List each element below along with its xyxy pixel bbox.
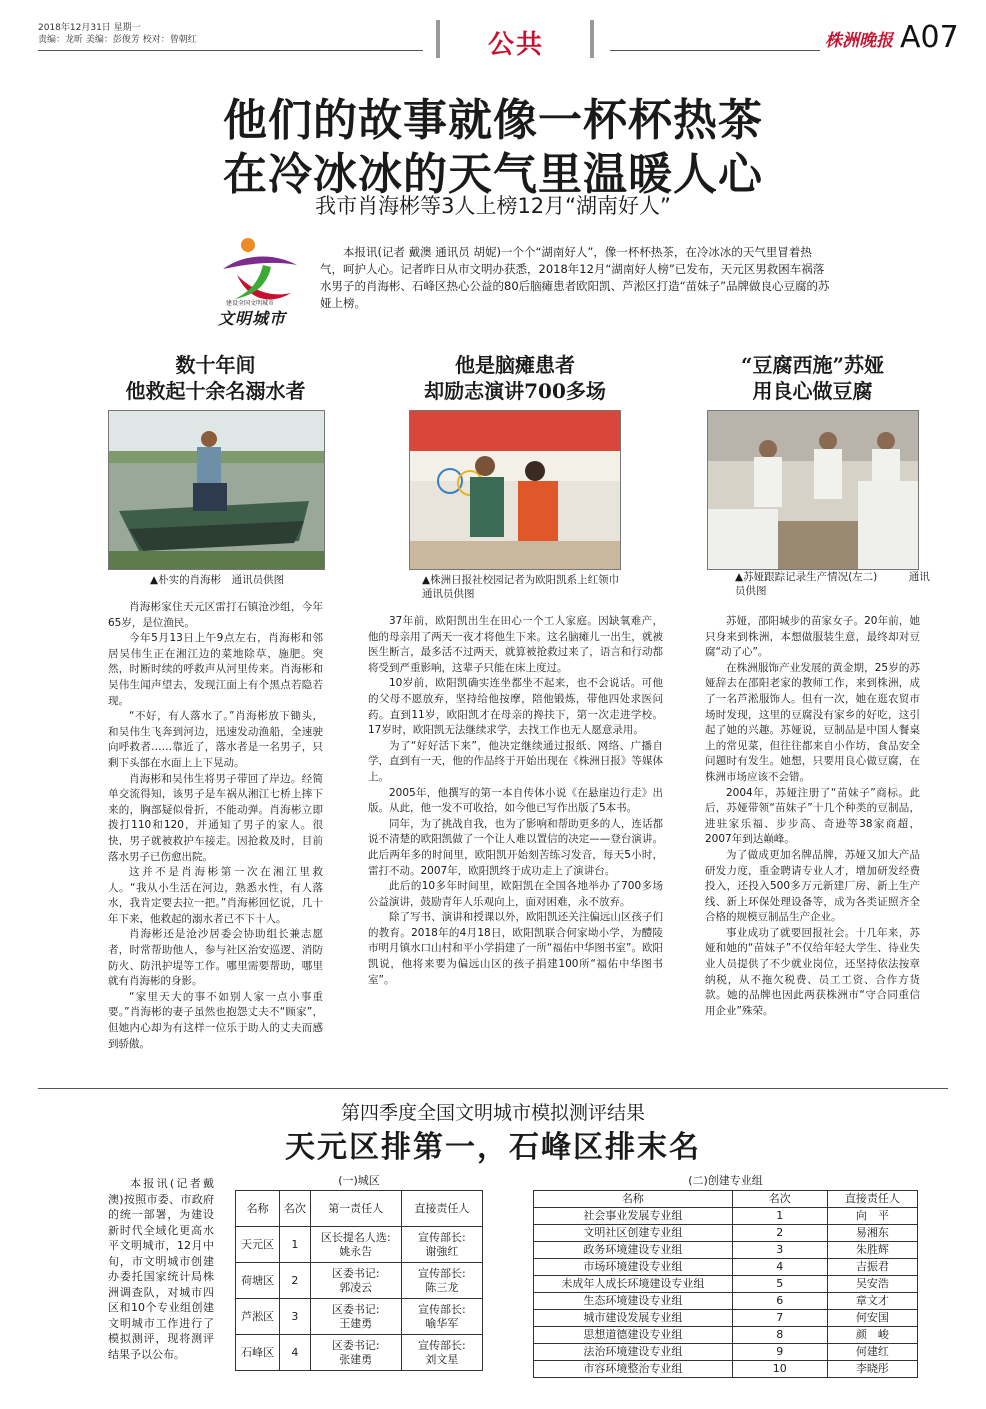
logo-slogan: 建设全国文明城市	[226, 300, 275, 307]
photo-speaker	[409, 410, 621, 570]
table-header: 名称	[236, 1191, 280, 1227]
table-header: 直接责任人	[401, 1191, 482, 1227]
paragraph: 此后的10多年时间里，欧阳凯在全国各地举办了700多场公益演讲，鼓励青年人乐观向上，面对困难，永不放弃。	[368, 880, 663, 908]
paragraph: 37年前，欧阳凯出生在田心一个工人家庭。因缺氧难产，他的母亲用了两天一夜才将他生下来。这名脑瘫儿一出生，就被医生断言，最多活不过两天，就算被抢救过来了，语言和行动都将受到严重影响，这辈子只能在床上度过。	[368, 615, 663, 674]
bottom-headline: 天元区排第一，石峰区排末名	[285, 1130, 701, 1165]
paragraph: 肖海彬和吴伟生将男子带回了岸边。经简单交流得知，该男子是车祸从湘江七桥上摔下来的，胸部疑似骨折，不能动弹。肖海彬立即拨打110和120，并通知了男子的家人。很快，男子就被救护车接走。因抢救及时，目前落水男子已伤愈出院。	[108, 772, 323, 863]
logo-text: 文明城市	[218, 309, 287, 328]
intro-paragraph: 本报讯(记者 戴澳 通讯员 胡妮)一个个“湖南好人”，像一杯杯热茶，在冷冰冰的天气里冒着热气，呵护人心。记者昨日从市文明办获悉，2018年12月“湖南好人榜”已发布，天元区男救困车祸落水男子的肖海彬、石峰区热心公益的80后脑瘫患者欧阳凯、芦淞区打造“苗妹子”品牌做良心豆腐的苏娅上榜。	[320, 245, 830, 310]
column-2-caption: ▲株洲日报社校园记者为欧阳凯系上红领巾 通讯员供图	[422, 574, 662, 600]
table-row: 政务环境建设专业组 3 朱胜辉	[534, 1242, 918, 1259]
paragraph: 为了“好好活下来”，他决定继续通过报纸、网络、广播自学，直到有一天，他的作品终于开始出现在《株洲日报》等媒体上。	[368, 739, 663, 783]
table-header: 直接责任人	[827, 1191, 917, 1208]
paragraph: 2005年，他撰写的第一本自传体小说《在悬崖边行走》出版。从此，他一发不可收拾，如今他已写作出版了5本书。	[368, 786, 663, 815]
table-header: 名次	[732, 1191, 827, 1208]
column-3-caption: ▲苏娅跟踪记录生产情况(左二) 通讯员供图	[735, 571, 930, 597]
paragraph: 苏娅，邵阳城步的苗家女子。20年前，她只身来到株洲，本想做服装生意，最终却对豆腐“动了心”。	[705, 615, 920, 659]
paragraph: 同年，为了挑战自我，也为了影响和帮助更多的人，连话都说不清楚的欧阳凯做了一个让人难以置信的决定——登台演讲。此后两年多的时间里，欧阳凯开始刻苦练习发音，每天5小时，雷打不动。2007年，欧阳凯终于成功走上了演讲台。	[368, 817, 663, 877]
table-row: 天元区 1 区长提名人选: 姚永告 宣传部长: 谢強红	[236, 1227, 483, 1263]
header-rule-right	[610, 50, 820, 51]
section-title: 公共	[488, 30, 545, 60]
date-line: 2018年12月31日 星期一 责编：龙昕 美编：彭俊芳 校对：曾朝红	[38, 23, 197, 45]
table-row: 法治环境建设专业组 9 何建红	[534, 1344, 918, 1361]
bottom-lead: 本报讯(记者戴澳)按照市委、市政府的统一部署，为建设新时代全域化更高水平文明城市，12月中旬，市文明城市创建办委托国家统计局株洲调查队，对城市四区和10个专业组创建文明城市工作进行了模拟测评，现将测评结果予以公布。	[108, 1177, 214, 1361]
table-2-caption: (二)创建专业组	[688, 1174, 763, 1187]
section-divider	[38, 1088, 948, 1089]
paragraph: 在株洲服饰产业发展的黄金期，25岁的苏娅辞去在邵阳老家的教师工作，来到株洲，成了一名芦淞服饰人。但有一次，她在逛农贸市场时发现，这里的豆腐没有家乡的好吃，这引起了她的兴趣。苏娅说，豆制品是中国人餐桌上的常见菜，但往往都来自小作坊，食品安全问题时有发生。她想，只要用良心做豆腐，在株洲市场应该不会错。	[705, 661, 920, 783]
subheadline: 我市肖海彬等3人上榜12月“湖南好人”	[315, 194, 671, 218]
bottom-kicker: 第四季度全国文明城市模拟测评结果	[340, 1102, 645, 1124]
paragraph: 今年5月13日上午9点左右，肖海彬和邻居吴伟生正在湘江边的菜地除草、施肥。突然，时断时续的呼救声从河里传来。肖海彬和吴伟生闻声望去，发现江面上有个黑点若隐若现。	[108, 632, 323, 707]
header-bar-left	[436, 20, 440, 58]
column-3-title: “豆腐西施”苏娅 用良心做豆腐	[740, 353, 884, 403]
paragraph: 2004年，苏娅注册了“苗妹子”商标。此后，苏娅带领“苗妹子”十几个种类的豆制品，进驻家乐福、步步高、奇逊等38家商超，2007年到达巅峰。	[705, 786, 920, 846]
headline-line-2: 在冷冰冰的天气里温暖人心	[223, 149, 763, 200]
table-row: 文明社区创建专业组 2 易湘东	[534, 1225, 918, 1242]
table-row: 思想道德建设专业组 8 颜 峻	[534, 1327, 918, 1344]
photo-fisherman	[108, 410, 325, 570]
headline-line-1: 他们的故事就像一杯杯热茶	[223, 95, 763, 146]
column-3-body	[705, 614, 920, 1019]
column-2-body	[368, 614, 663, 988]
brand-logo: 株洲晚报	[825, 31, 893, 51]
header-bar-right	[590, 20, 594, 58]
column-2-title: 他是脑瘫患者 却励志演讲700多场	[424, 353, 606, 403]
column-1-body	[108, 600, 323, 1052]
header-rule	[38, 50, 423, 51]
table-row: 市容环境整治专业组 10 李晓彤	[534, 1361, 918, 1378]
photo-tofu-factory	[707, 410, 919, 570]
group-ranking-table	[533, 1190, 918, 1378]
table-row: 荷塘区 2 区委书记: 郭凌云 宣传部长: 陈三龙	[236, 1263, 483, 1299]
paragraph: “家里天大的事不如别人家一点小事重要。”肖海彬的妻子虽然也抱怨丈夫不“顾家”，但她内心却为有这样一位乐于助人的丈夫而感到骄傲。	[108, 990, 323, 1050]
table-row: 城市建设发展专业组 7 何安国	[534, 1310, 918, 1327]
table-row: 未成年人成长环境建设专业组 5 吴安浩	[534, 1276, 918, 1293]
paragraph: 事业成功了就要回报社会。十几年来，苏娅和她的“苗妹子”不仅给年轻大学生、待业失业人员提供了不少就业岗位，还坚持依法按章纳税，从不拖欠税费、员工工资、合作方货款。她的品牌也因此两获株洲市“守合同重信用企业”殊荣。	[705, 926, 920, 1017]
table-row: 社会事业发展专业组 1 向 平	[534, 1208, 918, 1225]
paragraph: 为了做成更加名牌品牌，苏娅又加大产品研发力度，重金聘请专业人才，增加研发经费投入，还投入500多万元新建厂房、新上生产线、新上环保处理设备等，成为各类证照齐全合格的规模豆制品生产企业。	[705, 848, 920, 924]
table-row: 芦淞区 3 区委书记: 王建勇 宣传部长: 喻华军	[236, 1299, 483, 1335]
paragraph: 除了写书、演讲和授课以外，欧阳凯还关注偏远山区孩子们的教育。2018年的4月18日，欧阳凯联合何家坳小学，为醴陵市明月镇水口山村和平小学捐建了一所“福佑中华图书室”。欧阳凯说，他将来要为偏远山区的孩子捐建100所“福佑中华图书室”。	[368, 911, 663, 986]
paragraph: 肖海彬家住天元区雷打石镇沧沙组，今年65岁，是位渔民。	[108, 601, 323, 629]
table-row: 生态环境建设专业组 6 章文才	[534, 1293, 918, 1310]
page-number: A07	[900, 20, 959, 55]
table-row: 石峰区 4 区委书记: 张建勇 宣传部长: 刘文星	[236, 1335, 483, 1371]
table-row: 市场环境建设专业组 4 吉振君	[534, 1259, 918, 1276]
paragraph: “不好，有人落水了。”肖海彬放下锄头，和吴伟生飞奔到河边，迅速发动渔船，全速驶向呼救者……靠近了，落水者是一名男子，只剩下头部在水面上上下晃动。	[108, 710, 323, 769]
district-ranking-table	[235, 1190, 483, 1371]
paragraph: 10岁前，欧阳凯确实连坐都坐不起来，也不会说话。可他的父母不愿放弃，坚持给他按摩，陪他锻炼，带他四处求医问药。直到11岁，欧阳凯才在母亲的搀扶下，第一次走进学校。17岁时，欧阳凯无法继续求学，去找工作也无人愿意录用。	[368, 677, 663, 737]
paragraph: 肖海彬还是沧沙居委会协助组长兼志愿者，时常帮助他人，参与社区治安巡逻、消防防火、防汛护堤等工作。哪里需要帮助，哪里就有肖海彬的身影。	[108, 928, 323, 988]
table-header: 名称	[534, 1191, 733, 1208]
paragraph: 这并不是肖海彬第一次在湘江里救人。“我从小生活在河边，熟悉水性，有人落水，我肯定要去拉一把。”肖海彬回忆说，几十年下来，他救起的溺水者已不下十人。	[108, 866, 323, 925]
table-header: 第一责任人	[310, 1191, 401, 1227]
column-1-caption: ▲朴实的肖海彬 通讯员供图	[150, 574, 285, 586]
table-header: 名次	[280, 1191, 311, 1227]
table-1-caption: (一)城区	[338, 1174, 380, 1187]
column-1-title: 数十年间 他救起十余名溺水者	[125, 353, 306, 403]
